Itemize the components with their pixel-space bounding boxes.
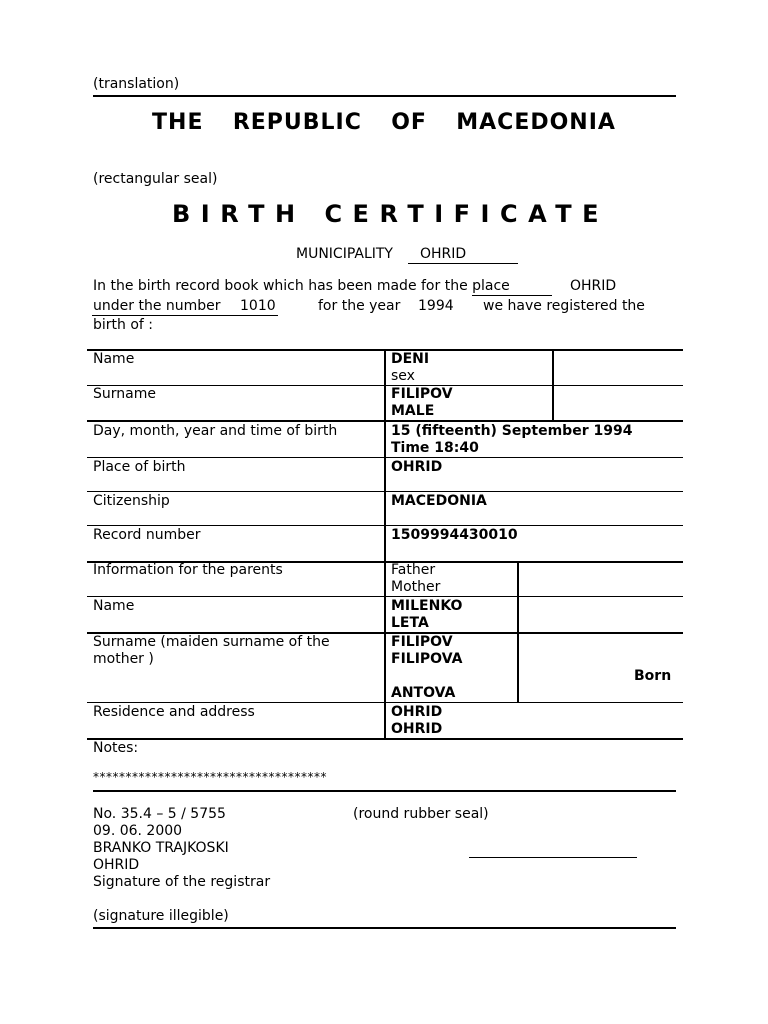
row-divider [87, 596, 683, 597]
notes-stars: ************************************ [93, 770, 327, 784]
notes-rule [93, 790, 676, 792]
table-row-label: Surname (maiden surname of the mother ) [93, 634, 330, 667]
row-divider [87, 525, 683, 526]
table-row-label: Residence and address [93, 704, 255, 720]
header-rule [93, 95, 676, 97]
translation-note: (translation) [93, 76, 180, 92]
table-row-label: Name [93, 598, 135, 614]
table-row-value: Father Mother [391, 562, 441, 595]
intro-line1: In the birth record book which has been made for the place [93, 278, 510, 294]
table-row-label: Place of birth [93, 459, 186, 475]
municipality-underline [408, 263, 518, 264]
row-divider [87, 491, 683, 492]
intro-suffix: we have registered the [483, 298, 645, 314]
row-divider [87, 420, 683, 422]
born-label: Born [634, 668, 672, 684]
intro-year-label: for the year [318, 298, 401, 314]
country-title: THE REPUBLIC OF MACEDONIA [152, 110, 616, 135]
footer-rule [93, 927, 676, 929]
row-divider [87, 385, 683, 386]
round-seal-note: (round rubber seal) [353, 806, 489, 822]
table-row-value: FILIPOV MALE [391, 386, 453, 419]
row-divider [87, 702, 683, 703]
municipality-label: MUNICIPALITY [296, 246, 393, 262]
intro-number: 1010 [240, 298, 276, 314]
row-divider [87, 457, 683, 458]
table-row-value: OHRID OHRID [391, 704, 443, 737]
seal-note: (rectangular seal) [93, 171, 218, 187]
table-row-label: Day, month, year and time of birth [93, 423, 338, 439]
table-row-label: Surname [93, 386, 156, 402]
signature-illegible: (signature illegible) [93, 908, 229, 924]
table-row-value: DENI [391, 351, 430, 367]
number-underline [92, 315, 278, 316]
table-row-label: Information for the parents [93, 562, 283, 578]
signature-line [469, 857, 637, 858]
table-row-value: FILIPOV FILIPOVA ANTOVA [391, 634, 463, 701]
sex-label: sex [391, 368, 415, 384]
table-bottom-rule [87, 738, 683, 740]
table-row-label: Record number [93, 527, 201, 543]
table-row-label: Citizenship [93, 493, 170, 509]
registrar-block: No. 35.4 – 5 / 5755 09. 06. 2000 BRANKO TRAJKOSKI OHRID Signature of the registrar [93, 806, 271, 890]
municipality-value: OHRID [420, 246, 467, 262]
table-row-value: MILENKO LETA [391, 598, 463, 631]
table-row-label: Name [93, 351, 135, 367]
document-title: BIRTH CERTIFICATE [172, 200, 610, 228]
table-col-divider [384, 349, 386, 738]
intro-year: 1994 [418, 298, 454, 314]
intro-line3: birth of : [93, 317, 154, 333]
intro-place: OHRID [570, 278, 617, 294]
table-row-value: 15 (fifteenth) September 1994 Time 18:40 [391, 423, 633, 456]
intro-number-prefix: under the number [93, 298, 221, 314]
place-underline [472, 295, 552, 296]
table-row-value: 1509994430010 [391, 527, 518, 543]
table-row-value: OHRID [391, 459, 443, 475]
notes-label: Notes: [93, 740, 139, 756]
table-row-value: MACEDONIA [391, 493, 487, 509]
